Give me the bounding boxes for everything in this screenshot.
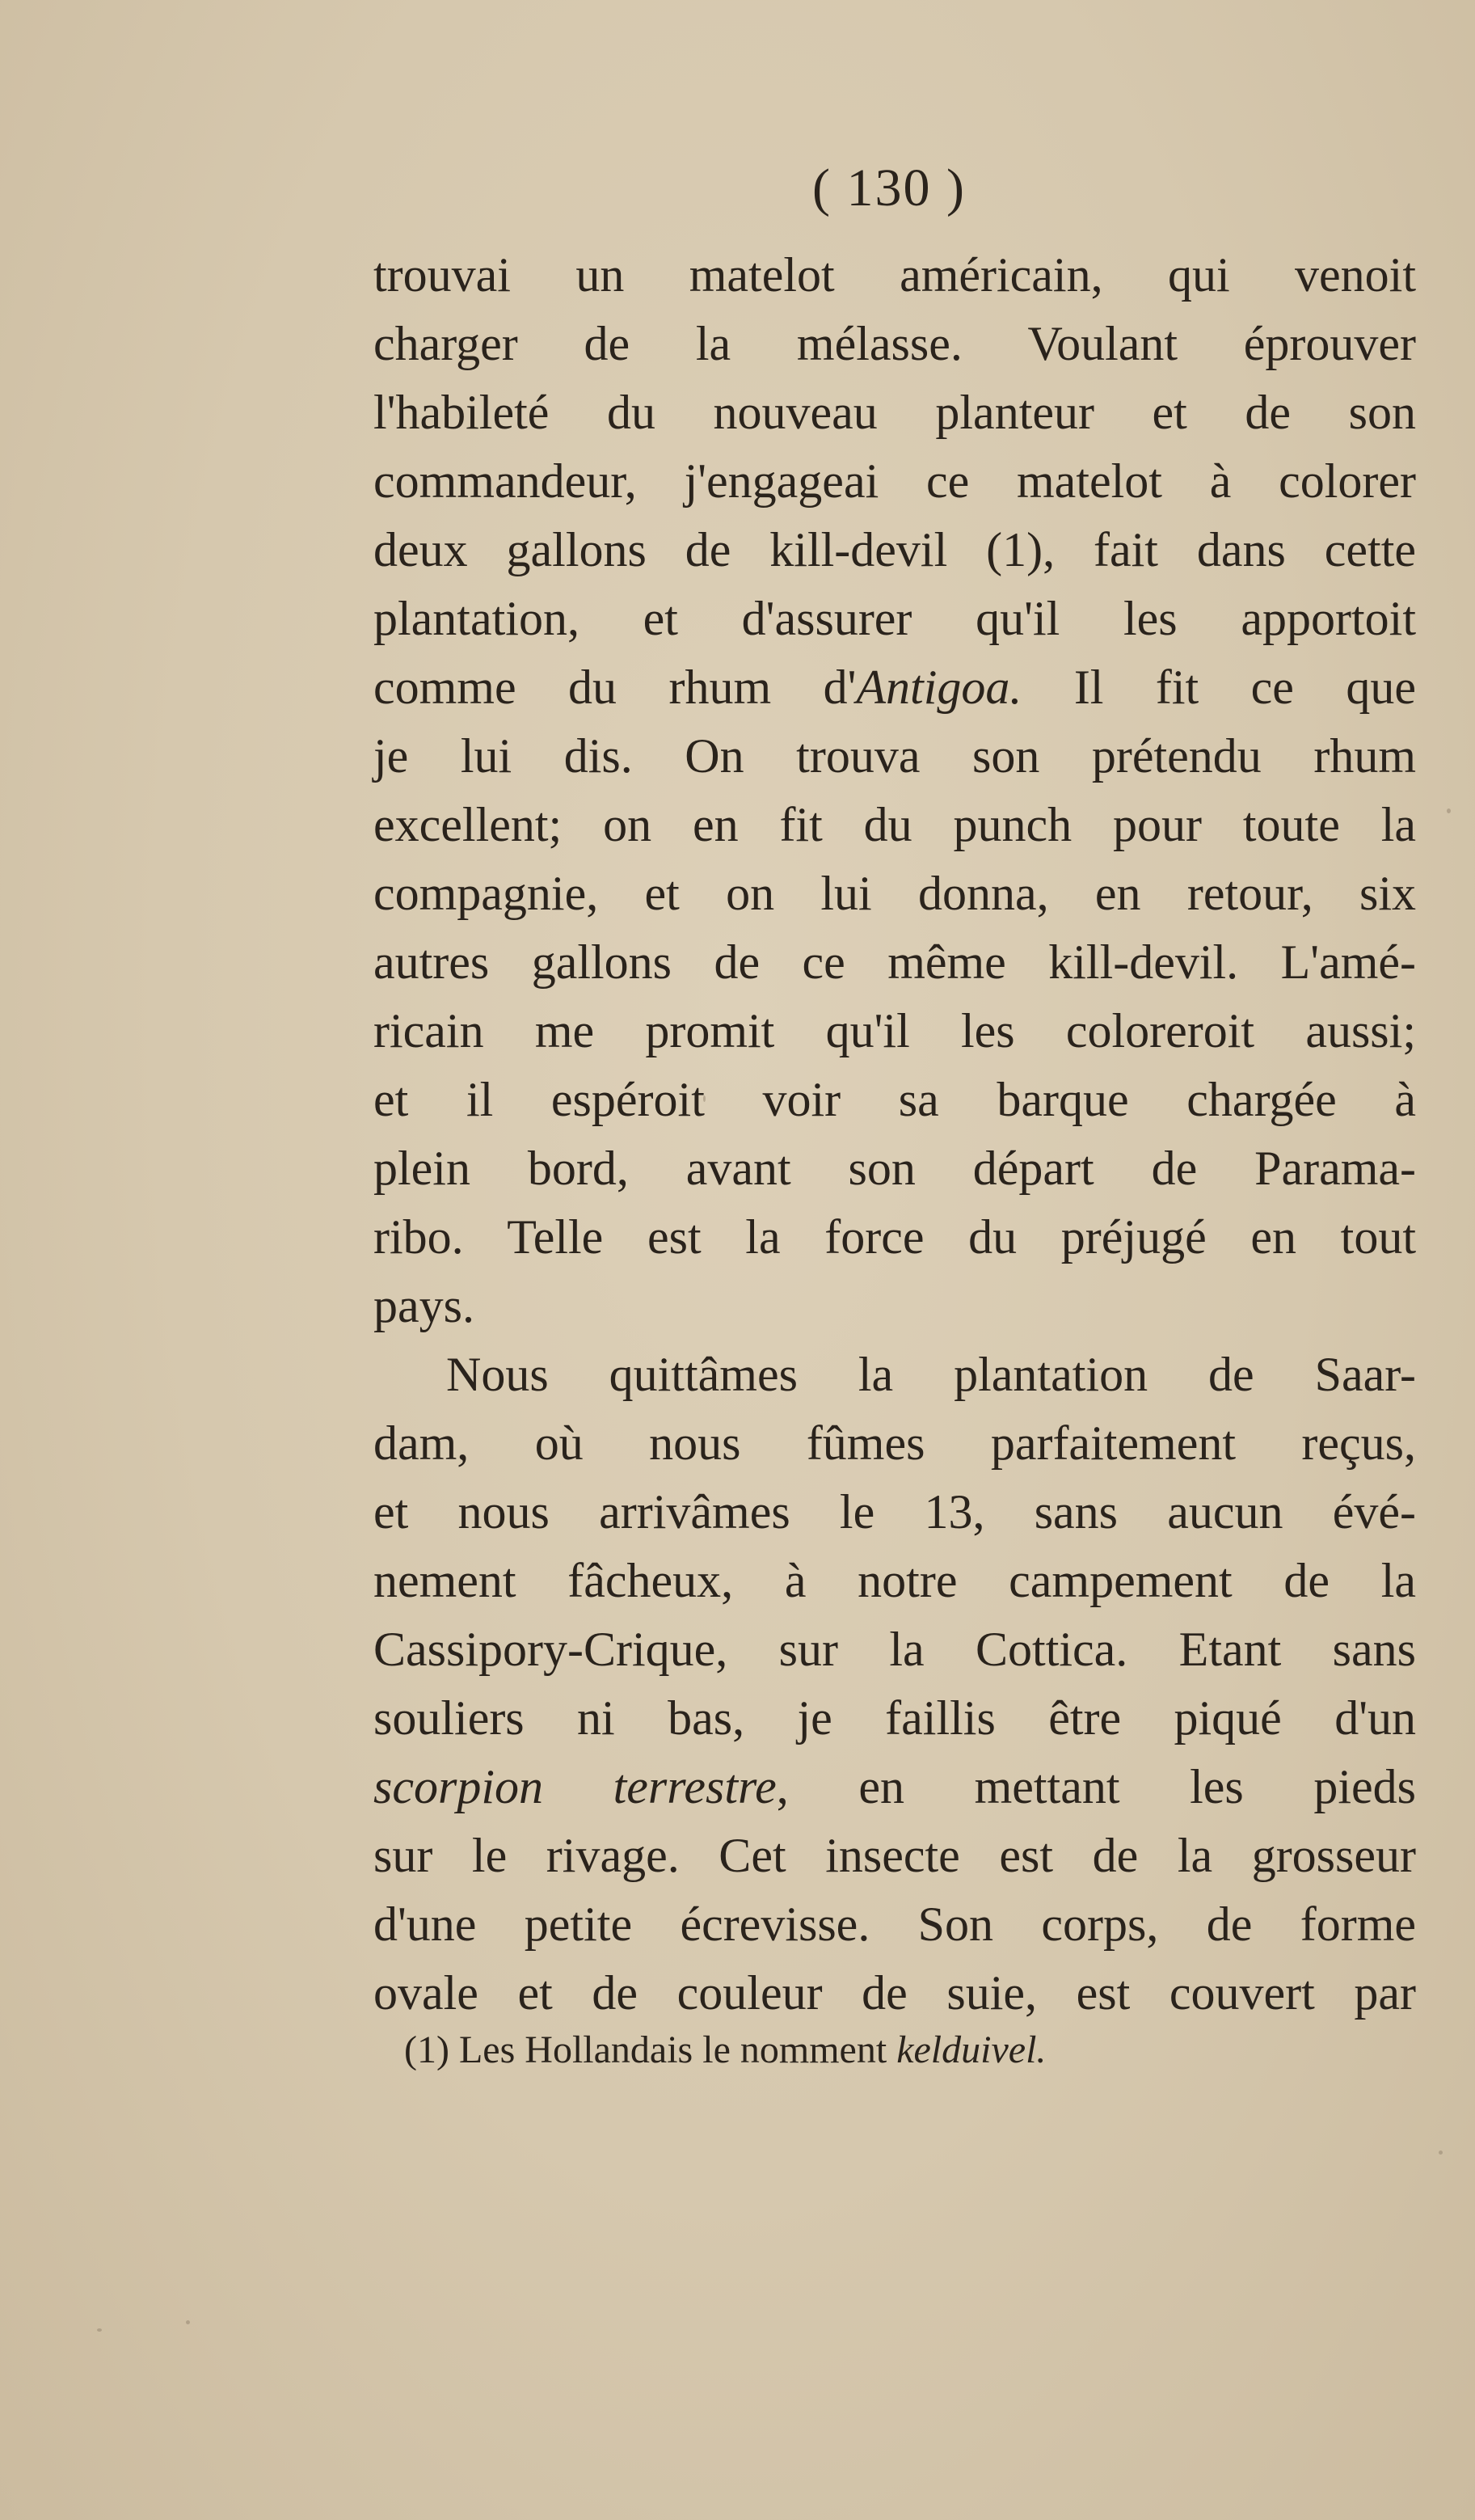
text-line — [373, 1066, 1416, 1134]
footnote-text: (1) Les Hollandais le nomment — [404, 2028, 897, 2071]
paper-speck — [1439, 2151, 1443, 2155]
text-run: deux gallons de kill-devil (1), fait dans cette — [373, 523, 1416, 576]
text-run: Cassipory-Crique, sur la Cottica. Etant sans — [373, 1623, 1416, 1676]
text-line — [373, 310, 1416, 378]
text-line — [373, 378, 1416, 447]
paper-speck — [97, 2328, 102, 2332]
footnote — [404, 2028, 1046, 2072]
text-line — [373, 1134, 1416, 1203]
text-line — [373, 241, 1416, 310]
text-line — [373, 447, 1416, 516]
text-run: charger de la mélasse. Voulant éprouver — [373, 317, 1416, 370]
text-line — [373, 1203, 1416, 1272]
text-run: nement fâcheux, à notre campement de la — [373, 1554, 1416, 1607]
text-line — [373, 997, 1416, 1066]
text-run: Nous quittâmes la plantation de Saar- — [446, 1348, 1416, 1401]
italic-text: Antigoa. — [856, 661, 1022, 714]
body-text — [373, 241, 1416, 2028]
text-line — [373, 1615, 1416, 1684]
text-run: plein bord, avant son départ de Parama- — [373, 1142, 1416, 1195]
text-run: sur le rivage. Cet insecte est de la grosseur — [373, 1829, 1416, 1882]
text-line — [373, 1821, 1416, 1890]
text-line — [373, 722, 1416, 791]
footnote-italic: kelduivel. — [896, 2028, 1047, 2071]
text-run: , en mettant les pieds — [776, 1760, 1416, 1813]
text-run: et il espéroit voir sa barque chargée à — [373, 1073, 1416, 1126]
text-line — [373, 1409, 1416, 1478]
text-run: ricain me promit qu'il les coloreroit aussi; — [373, 1004, 1416, 1057]
text-run: pays. — [373, 1279, 474, 1332]
text-line — [373, 653, 1416, 722]
text-run: souliers ni bas, je faillis être piqué d'un — [373, 1691, 1416, 1745]
text-line — [373, 1684, 1416, 1753]
text-run: plantation, et d'assurer qu'il les apportoit — [373, 592, 1416, 645]
text-run: ovale et de couleur de suie, est couvert par — [373, 1966, 1416, 2020]
text-line — [373, 1340, 1416, 1409]
paper-speck — [1447, 808, 1451, 813]
text-run: trouvai un matelot américain, qui venoit — [373, 248, 1416, 302]
text-run: Il fit ce que — [1022, 661, 1416, 714]
text-line — [373, 516, 1416, 585]
text-line — [373, 585, 1416, 653]
text-run: excellent; on en fit du punch pour toute la — [373, 798, 1416, 851]
page-number: ( 130 ) — [812, 158, 966, 217]
text-line — [373, 1959, 1416, 2028]
text-line — [373, 1753, 1416, 1821]
text-run: d'une petite écrevisse. Son corps, de forme — [373, 1897, 1416, 1951]
text-line — [373, 1547, 1416, 1615]
text-run: dam, où nous fûmes parfaitement reçus, — [373, 1416, 1416, 1470]
text-run: commandeur, j'engageai ce matelot à colorer — [373, 454, 1416, 508]
text-line — [373, 859, 1416, 928]
text-run: et nous arrivâmes le 13, sans aucun évé- — [373, 1485, 1416, 1539]
text-run: je lui dis. On trouva son prétendu rhum — [373, 729, 1416, 783]
text-run: comme du rhum d' — [373, 661, 857, 714]
paper-speck — [186, 2320, 190, 2324]
text-run: ribo. Telle est la force du préjugé en tout — [373, 1210, 1416, 1264]
text-line — [373, 1272, 1416, 1340]
text-run: l'habileté du nouveau planteur et de son — [373, 386, 1416, 439]
text-run: compagnie, et on lui donna, en retour, six — [373, 867, 1416, 920]
italic-text: scorpion terrestre — [373, 1760, 777, 1813]
text-line — [373, 1478, 1416, 1547]
text-line — [373, 1890, 1416, 1959]
text-run: autres gallons de ce même kill-devil. L'amé- — [373, 935, 1416, 989]
text-line — [373, 791, 1416, 859]
text-line — [373, 928, 1416, 997]
